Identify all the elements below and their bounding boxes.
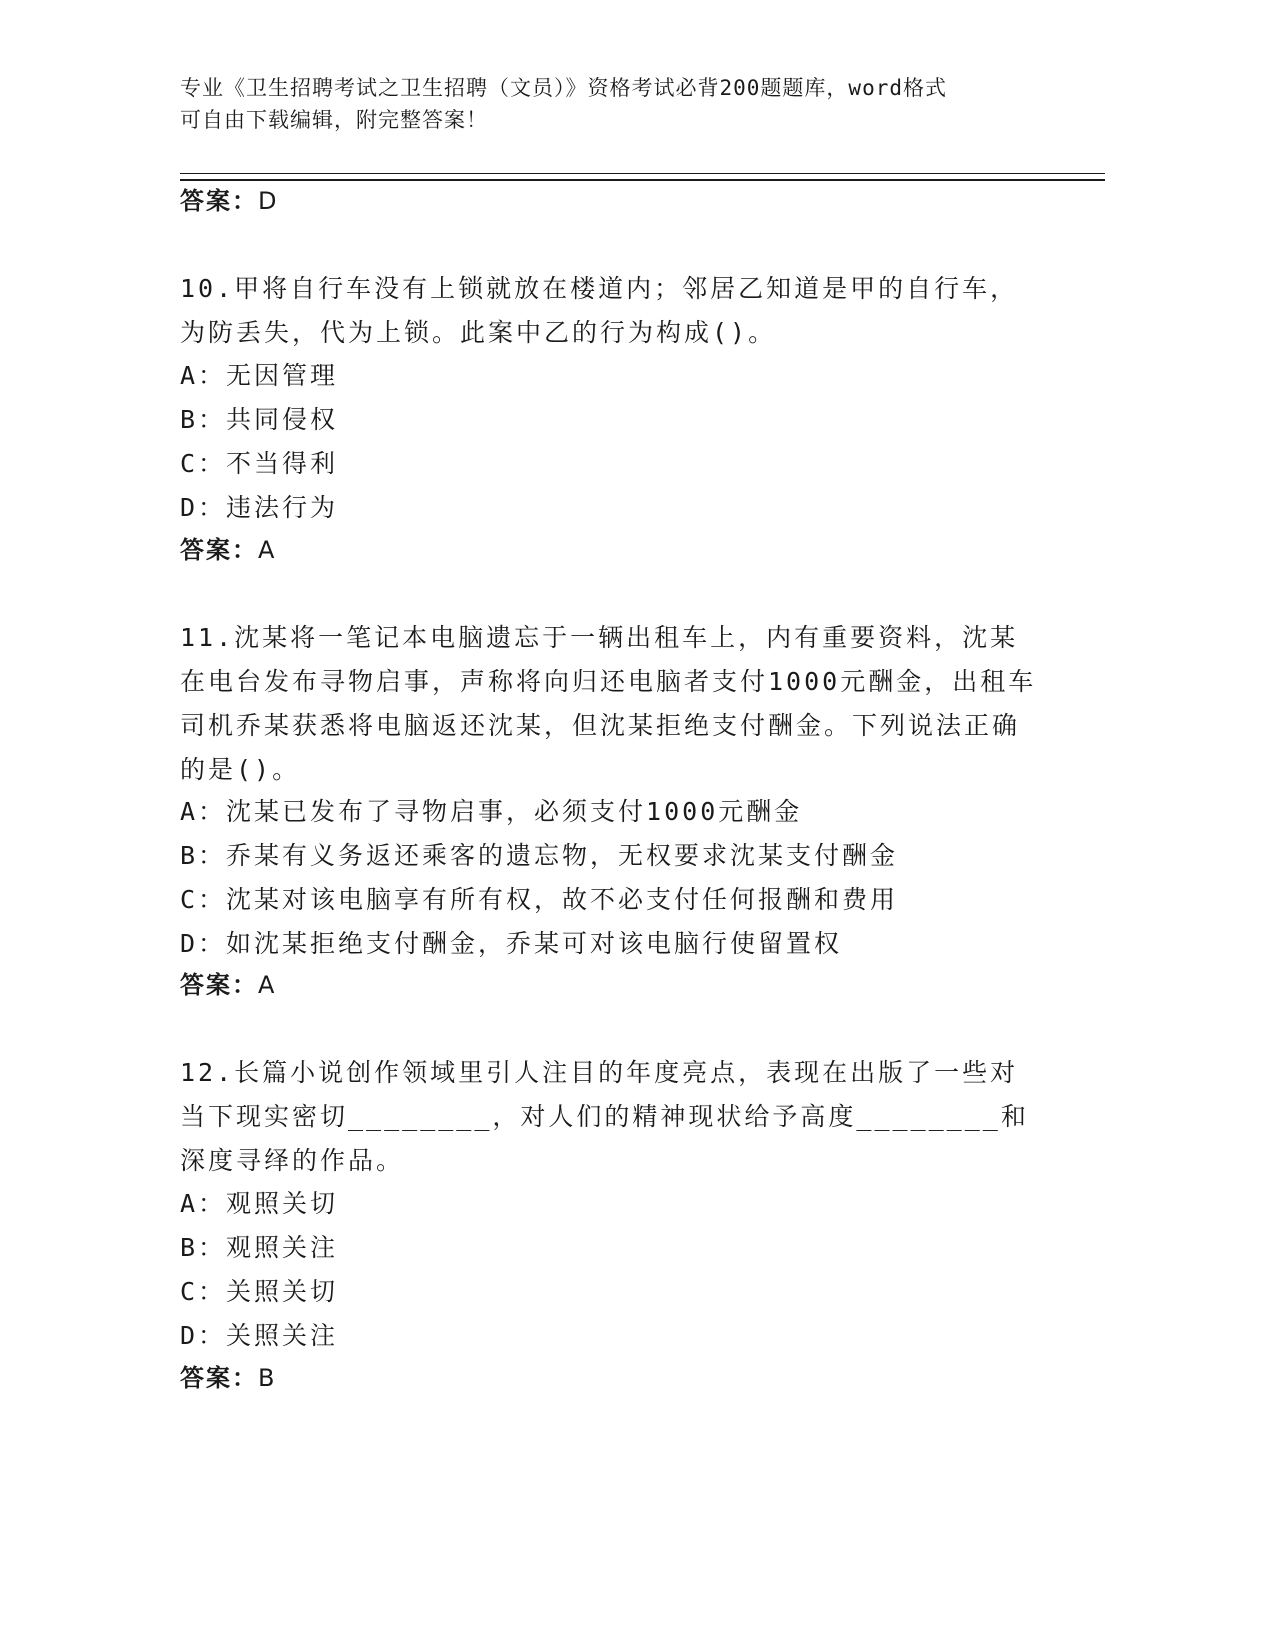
option-d: D：关照关注	[180, 1321, 339, 1350]
answer-label: 答案：	[180, 971, 258, 999]
option-a: A：沈某已发布了寻物启事，必须支付1000元酬金	[180, 797, 803, 826]
option-d: D：如沈某拒绝支付酬金，乔某可对该电脑行使留置权	[180, 929, 843, 958]
header-line-1: 专业《卫生招聘考试之卫生招聘（文员）》资格考试必背200题题库，word格式	[180, 76, 947, 100]
option-d: D：违法行为	[180, 493, 339, 522]
answer-value: D	[258, 187, 279, 215]
question-12-text: 12.长篇小说创作领域里引人注目的年度亮点，表现在出版了一些对当下现实密切________，对人们的精神现状给予高度________和深度寻绎的作品。	[180, 1058, 1029, 1175]
option-a: A：观照关切	[180, 1189, 339, 1218]
option-b: B：乔某有义务返还乘客的遗忘物，无权要求沈某支付酬金	[180, 841, 899, 870]
answer-label: 答案：	[180, 1364, 258, 1392]
previous-answer	[180, 186, 278, 216]
answer-value: A	[258, 971, 277, 999]
option-c: C：关照关切	[180, 1277, 339, 1306]
question-12-options	[180, 1182, 1040, 1358]
header-divider-thin	[180, 173, 1105, 174]
header-line-2: 可自由下载编辑，附完整答案！	[180, 108, 488, 132]
answer-value: A	[258, 536, 277, 564]
option-c: C：不当得利	[180, 449, 339, 478]
question-12-answer	[180, 1363, 276, 1393]
option-a: A：无因管理	[180, 361, 339, 390]
question-10-options	[180, 354, 1040, 530]
answer-label: 答案：	[180, 187, 258, 215]
question-11-text: 11.沈某将一笔记本电脑遗忘于一辆出租车上，内有重要资料，沈某在电台发布寻物启事，声称将向归还电脑者支付1000元酬金，出租车司机乔某获悉将电脑返还沈某，但沈某拒绝支付酬金。下列说法正确的是()。	[180, 623, 1037, 784]
answer-value: B	[258, 1364, 277, 1392]
question-11-options	[180, 790, 1040, 966]
question-11-answer	[180, 970, 276, 1000]
option-b: B：观照关注	[180, 1233, 339, 1262]
header-divider-thick	[180, 179, 1105, 181]
option-b: B：共同侵权	[180, 405, 339, 434]
question-10-text: 10.甲将自行车没有上锁就放在楼道内；邻居乙知道是甲的自行车，为防丢失，代为上锁。此案中乙的行为构成()。	[180, 274, 1019, 347]
option-c: C：沈某对该电脑享有所有权，故不必支付任何报酬和费用	[180, 885, 899, 914]
answer-label: 答案：	[180, 536, 258, 564]
document-header	[180, 72, 1040, 136]
question-10-answer	[180, 535, 276, 565]
